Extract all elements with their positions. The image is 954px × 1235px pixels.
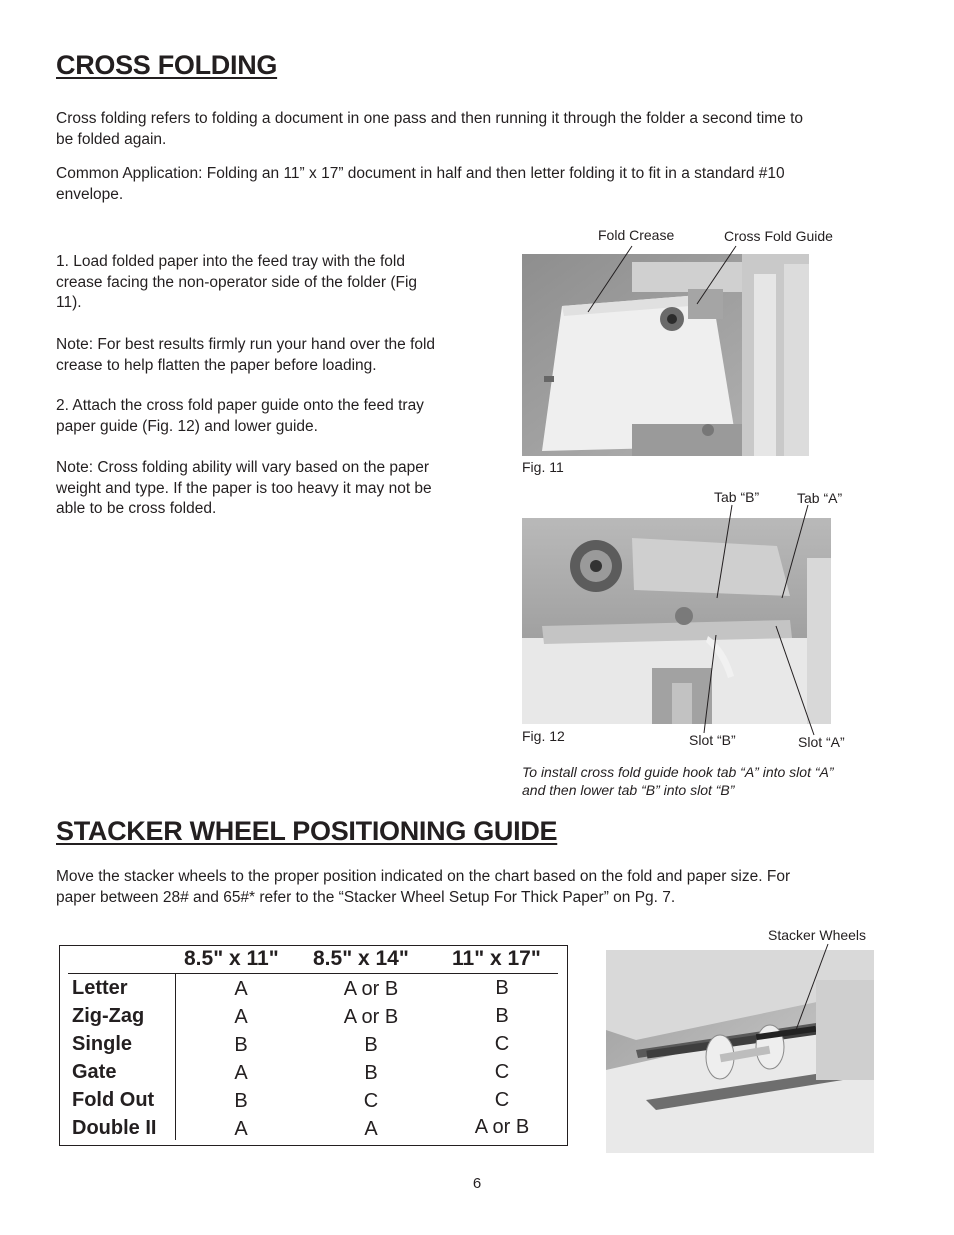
step-1-line: 11). bbox=[56, 294, 82, 311]
intro-line-1: Cross folding refers to folding a document in one pass and then running it through the folder a second time to bbox=[56, 110, 804, 127]
table-col-header: 8.5" x 14" bbox=[313, 947, 409, 970]
table-cell: B bbox=[495, 1005, 509, 1027]
intro-line-2: be folded again. bbox=[56, 130, 167, 148]
fig12-instruction-line-1: To install cross fold guide hook tab “A” into slot “A” bbox=[522, 764, 834, 780]
table-cell: A or B bbox=[343, 1006, 399, 1028]
stacker-wheels-label: Stacker Wheels bbox=[768, 927, 867, 943]
table-col-header: 8.5" x 11" bbox=[184, 947, 279, 970]
note-2-line: able to be cross folded. bbox=[56, 500, 217, 517]
table-cell: A bbox=[234, 1062, 248, 1084]
table-cell: C bbox=[363, 1090, 379, 1112]
table-cell: A bbox=[364, 1118, 378, 1140]
stacker-intro-line-1: Move the stacker wheels to the proper position indicated on the chart based on the fold and paper size. For bbox=[56, 868, 791, 885]
fig11-label-cross-fold-guide: Cross Fold Guide bbox=[724, 228, 833, 244]
table-row-label: Letter bbox=[72, 977, 128, 999]
stacker-intro-line-2: paper between 28# and 65#* refer to the “Stacker Wheel Setup For Thick Paper” on Pg. 7. bbox=[56, 888, 676, 906]
table-cell: A bbox=[234, 978, 248, 1000]
fig12-instruction-line-2: and then lower tab “B” into slot “B” bbox=[522, 782, 735, 798]
step-2-line: 2. Attach the cross fold paper guide onto the feed tray bbox=[56, 397, 424, 414]
page-number: 6 bbox=[472, 1175, 482, 1192]
fig11-label-fold-crease: Fold Crease bbox=[598, 227, 675, 243]
fig12-label-tab-a: Tab “A” bbox=[797, 490, 843, 506]
table-row-label: Single bbox=[72, 1033, 133, 1055]
table-row-label: Fold Out bbox=[72, 1089, 155, 1111]
note-1-line: Note: For best results firmly run your hand over the fold bbox=[56, 336, 436, 353]
fig11-caption: Fig. 11 bbox=[522, 459, 564, 475]
fig12-caption: Fig. 12 bbox=[522, 728, 565, 744]
stacker-title: STACKER WHEEL POSITIONING GUIDE bbox=[56, 816, 558, 846]
table-cell: B bbox=[495, 977, 509, 999]
table-cell: A bbox=[234, 1006, 248, 1028]
table-cell: C bbox=[494, 1089, 510, 1111]
table-cell: B bbox=[234, 1034, 248, 1056]
table-cell: B bbox=[364, 1062, 378, 1084]
fig12-label-slot-b: Slot “B” bbox=[689, 732, 736, 748]
table-cell: B bbox=[234, 1090, 248, 1112]
table-row-label: Zig-Zag bbox=[72, 1005, 145, 1027]
application-line-1: Common Application: Folding an 11” x 17” document in half and then letter folding it to fit in a standard #10 bbox=[56, 165, 785, 182]
step-1-line: 1. Load folded paper into the feed tray with the fold bbox=[56, 253, 405, 270]
note-1-line: crease to help flatten the paper before loading. bbox=[56, 356, 377, 374]
table-cell: A bbox=[234, 1118, 248, 1140]
fig12-label-tab-b: Tab “B” bbox=[714, 489, 760, 505]
table-cell: B bbox=[364, 1034, 378, 1056]
table-row-label: Gate bbox=[72, 1061, 117, 1083]
step-1-line: crease facing the non-operator side of the folder (Fig bbox=[56, 273, 418, 291]
table-cell: C bbox=[494, 1061, 510, 1083]
application-line-2: envelope. bbox=[56, 185, 124, 203]
cross-folding-title: CROSS FOLDING bbox=[56, 50, 278, 80]
note-2-line: weight and type. If the paper is too heavy it may not be bbox=[56, 479, 432, 497]
table-row-label: Double II bbox=[72, 1117, 157, 1139]
step-2-line: paper guide (Fig. 12) and lower guide. bbox=[56, 417, 318, 435]
table-cell: C bbox=[494, 1033, 510, 1055]
table-col-header: 11" x 17" bbox=[452, 947, 541, 970]
table-cell: A or B bbox=[474, 1116, 530, 1138]
fig12-label-slot-a: Slot “A” bbox=[798, 734, 845, 750]
table-cell: A or B bbox=[343, 978, 399, 1000]
note-2-line: Note: Cross folding ability will vary based on the paper bbox=[56, 459, 430, 476]
